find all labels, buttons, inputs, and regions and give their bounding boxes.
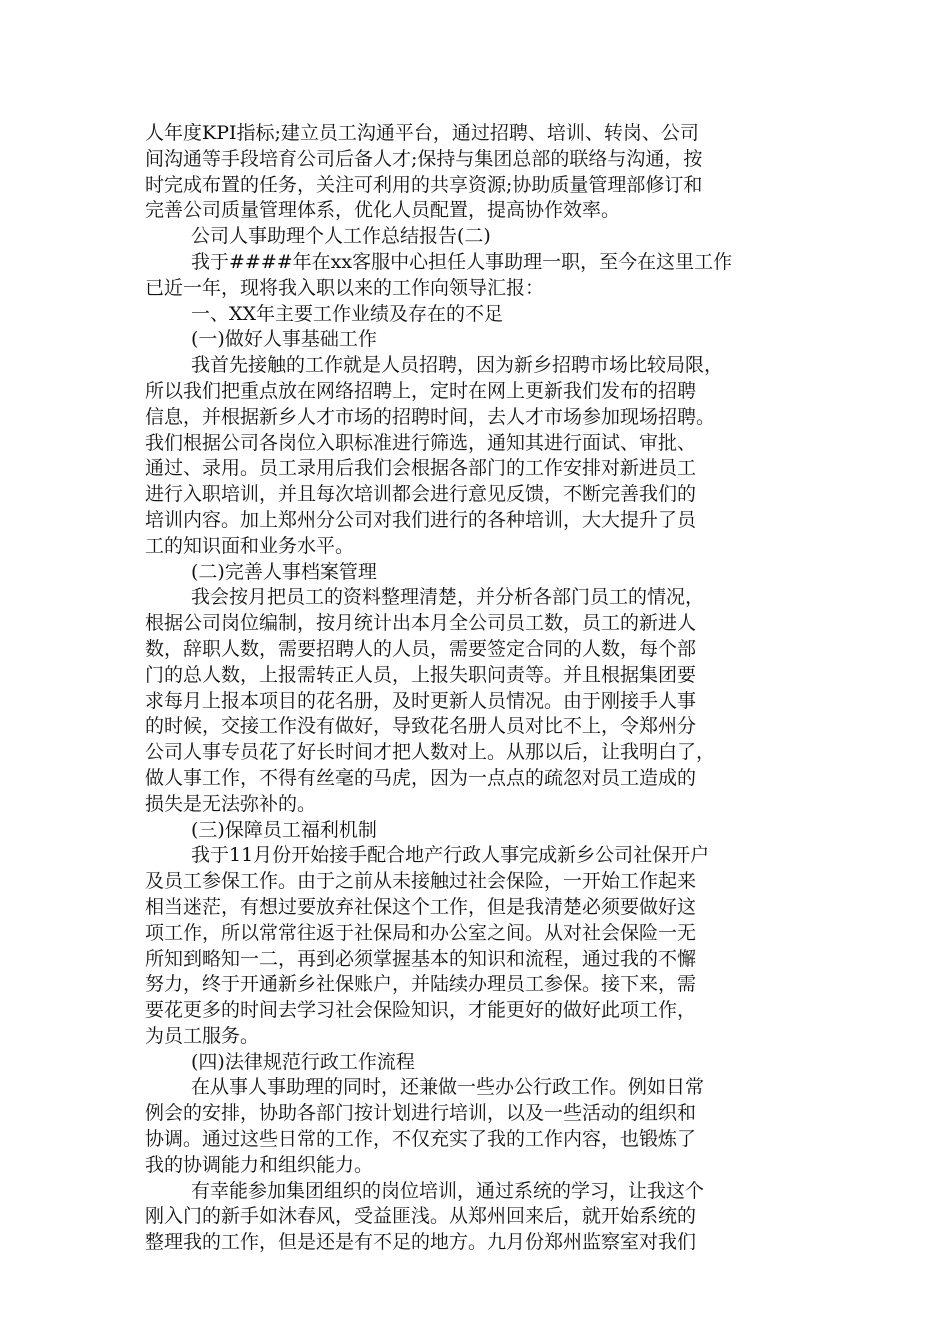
text-line: 我于11月份开始接手配合地产行政人事完成新乡公司社保开户 [191,844,710,867]
text-line: 我首先接触的工作就是人员招聘，因为新乡招聘市场比较局限， [191,354,724,377]
text-line: 在从事人事助理的同时，还兼做一些办公行政工作。例如日常 [191,1076,705,1099]
text-line: 一、XX年主要工作业绩及存在的不足 [191,302,504,325]
text-line: 进行入职培训，并且每次培训都会进行意见反馈，不断完善我们的 [145,483,697,506]
text-line: 间沟通等手段培育公司后备人才;保持与集团总部的联络与沟通，按 [145,147,703,170]
text-line: 刚入门的新手如沐春风，受益匪浅。从郑州回来后，就开始系统的 [145,1205,697,1228]
text-line: 公司人事助理个人工作总结报告(二) [191,225,491,248]
text-line: 整理我的工作，但是还是有不足的地方。九月份郑州监察室对我们 [145,1231,697,1254]
text-line: 信息，并根据新乡人才市场的招聘时间，去人才市场参加现场招聘。 [145,405,716,428]
text-line: 努力，终于开通新乡社保账户，并陆续办理员工参保。接下来，需 [145,973,697,996]
text-line: 根据公司岗位编制，按月统计出本月全公司员工数，员工的新进人 [145,612,697,635]
text-line: 已近一年，现将我入职以来的工作向领导汇报： [145,276,545,299]
text-line: 我的协调能力和组织能力。 [145,1153,374,1176]
text-line: 相当迷茫，有想过要放弃社保这个工作，但是我清楚必须要做好这 [145,895,697,918]
text-line: 培训内容。加上郑州分公司对我们进行的各种培训，大大提升了员 [145,508,697,531]
text-line: 工的知识面和业务水平。 [145,534,355,557]
text-line: 门的总人数，上报需转正人员，上报失职问责等。并且根据集团要 [145,663,697,686]
text-line: 要花更多的时间去学习社会保险知识，才能更好的做好此项工作， [145,999,697,1022]
text-line: 为员工服务。 [145,1024,260,1047]
text-line: 我们根据公司各岗位入职标准进行筛选，通知其进行面试、审批、 [145,431,697,454]
text-line: 及员工参保工作。由于之前从未接触过社会保险，一开始工作起来 [145,870,697,893]
text-line: 例会的安排，协助各部门按计划进行培训，以及一些活动的组织和 [145,1102,697,1125]
text-line: 项工作，所以常常往返于社保局和办公室之间。从对社会保险一无 [145,921,697,944]
text-line: 数，辞职人数，需要招聘人的人员，需要签定合同的人数，每个部 [145,637,697,660]
text-line: 通过、录用。员工录用后我们会根据各部门的工作安排对新进员工 [145,457,697,480]
text-line: 完善公司质量管理体系，优化人员配置，提高协作效率。 [145,199,621,222]
text-line: (一)做好人事基础工作 [191,328,377,351]
text-line: 我会按月把员工的资料整理清楚，并分析各部门员工的情况， [191,586,705,609]
text-line: (三)保障员工福利机制 [191,818,377,841]
text-line: 损失是无法弥补的。 [145,792,317,815]
text-line: 公司人事专员花了好长时间才把人数对上。从那以后，让我明白了， [145,741,716,764]
text-line: 求每月上报本项目的花名册，及时更新人员情况。由于刚接手人事 [145,689,697,712]
text-line: 做人事工作，不得有丝毫的马虎，因为一点点的疏忽对员工造成的 [145,766,697,789]
text-line: 所以我们把重点放在网络招聘上，定时在网上更新我们发布的招聘 [145,379,697,402]
text-line: 所知到略知一二，再到必须掌握基本的知识和流程，通过我的不懈 [145,947,697,970]
text-line: 时完成布置的任务，关注可利用的共享资源;协助质量管理部修订和 [145,173,703,196]
text-line: 的时候，交接工作没有做好，导致花名册人员对比不上，令郑州分 [145,715,697,738]
document-body [145,121,830,1256]
text-line: 有幸能参加集团组织的岗位培训，通过系统的学习，让我这个 [191,1179,705,1202]
text-line: (二)完善人事档案管理 [191,560,377,583]
text-line: (四)法律规范行政工作流程 [191,1050,415,1073]
text-line: 我于####年在xx客服中心担任人事助理一职，至今在这里工作 [191,250,733,273]
text-line: 人年度KPI指标;建立员工沟通平台，通过招聘、培训、转岗、公司 [145,122,699,144]
text-line: 协调。通过这些日常的工作，不仅充实了我的工作内容，也锻炼了 [145,1128,697,1151]
